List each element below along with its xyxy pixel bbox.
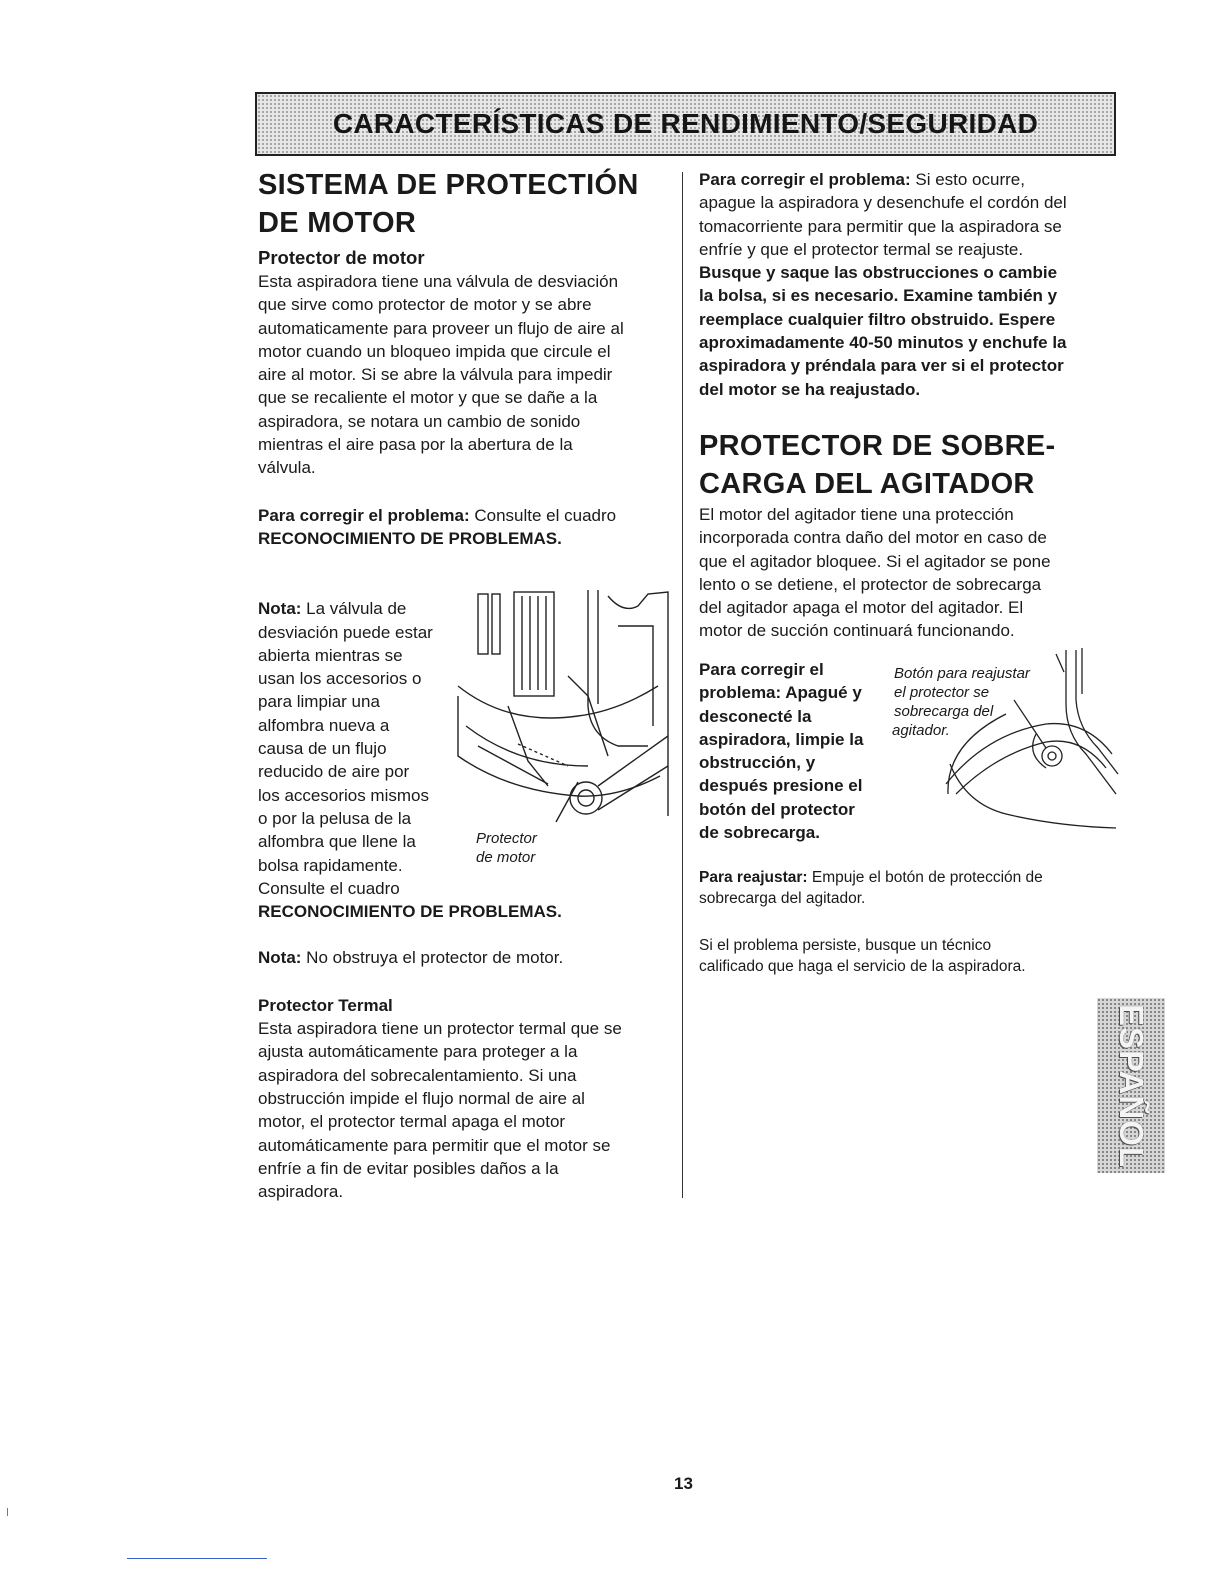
language-side-tab xyxy=(1097,998,1165,1173)
motor-protector-caption: Protector de motor xyxy=(476,830,537,866)
language-tab-label: ESPAÑOL xyxy=(1113,1003,1150,1169)
motor-protection-heading: SISTEMA DE PROTECTIÓN DE MOTOR xyxy=(258,169,639,239)
bypass-note-paragraph: Nota: La válvula de desviación puede estar abierta mientras se usan los accesorios o para limpiar una alfombra nueva a causa de un flujo reducido de aire por los accesorios mismos o por la pelusa de la alfombra que llene la bolsa rapidamente. Consulte el cuadro RECONOCIMIENTO DE PROBLEMAS. xyxy=(258,599,562,922)
agitator-overload-paragraph: El motor del agitador tiene una protección incorporada contra daño del motor en caso de que el agitador bloquee. Si el agitador se pone lento o se detiene, el protector de sobrecarga del agitador apaga el motor del agitador. El motor de succión continuará funcionando. xyxy=(699,504,1051,641)
motor-protector-subheading: Protector de motor xyxy=(258,247,425,268)
column-divider xyxy=(682,172,683,1198)
section-banner xyxy=(255,92,1116,156)
agitator-overload-heading: PROTECTOR DE SOBRE- CARGA DEL AGITADOR xyxy=(699,429,1056,500)
page-number: 13 xyxy=(674,1474,693,1493)
banner-title: CARACTERÍSTICAS DE RENDIMIENTO/SEGURIDAD xyxy=(332,108,1039,139)
motor-fix-paragraph: Para corregir el problema: Consulte el cuadro RECONOCIMIENTO DE PROBLEMAS. xyxy=(258,505,617,548)
motor-protector-paragraph: Esta aspiradora tiene una válvula de desviación que sirve como protector de motor y se abre automaticamente para proveer un flujo de aire al motor cuando un bloqueo impida que circule el aire al motor. Si se abre la válvula para impedir que se recaliente el motor y que se dañe a la aspiradora, se notara un cambio de sonido mientras el aire pasa por la abertura de la válvula. xyxy=(258,272,624,478)
obstruct-note: Nota: No obstruya el protector de motor. xyxy=(258,948,564,968)
agitator-fix-paragraph: Para corregir el problema: Apagué y desconecté la aspiradora, limpie la obstrucción, y después presione el botón del protector de sobrecarga. xyxy=(699,660,864,843)
margin-mark xyxy=(7,1508,8,1516)
thermal-protector-subheading: Protector Termal xyxy=(258,995,393,1015)
reset-paragraph: Para reajustar: Empuje el botón de protección de sobrecarga del agitador. xyxy=(699,869,1043,907)
agitator-reset-caption: Botón para reajustar el protector se sobrecarga del agitador. xyxy=(892,665,1030,739)
vacuum-motor-illustration xyxy=(448,586,680,848)
footer-link-line xyxy=(127,1558,267,1559)
thermal-protector-paragraph: Esta aspiradora tiene un protector termal que se ajusta automáticamente para proteger a la aspiradora del sobrecalentamiento. Si una obstrucción impide el flujo normal de aire al motor, el protector termal apaga el motor automáticamente para permitir que el motor se enfríe a fin de evitar posibles daños a la aspiradora. xyxy=(258,1019,622,1202)
persist-paragraph: Si el problema persiste, busque un técnico calificado que haga el servicio de la aspiradora. xyxy=(699,937,1026,975)
thermal-fix-paragraph: Para corregir el problema: Si esto ocurre, apague la aspiradora y desenchufe el cordón del tomacorriente para permitir que la aspiradora se enfríe y que el protector termal se reajuste. Busque y saque las obstrucciones o cambie la bolsa, si es necesario. Examine también y reemplace cualquier filtro obstruido. Espere aproximadamente 40-50 minutos y enchufe la aspiradora y préndala para ver si el protector del motor se ha reajustado. xyxy=(699,170,1067,399)
right-column xyxy=(699,168,1119,643)
